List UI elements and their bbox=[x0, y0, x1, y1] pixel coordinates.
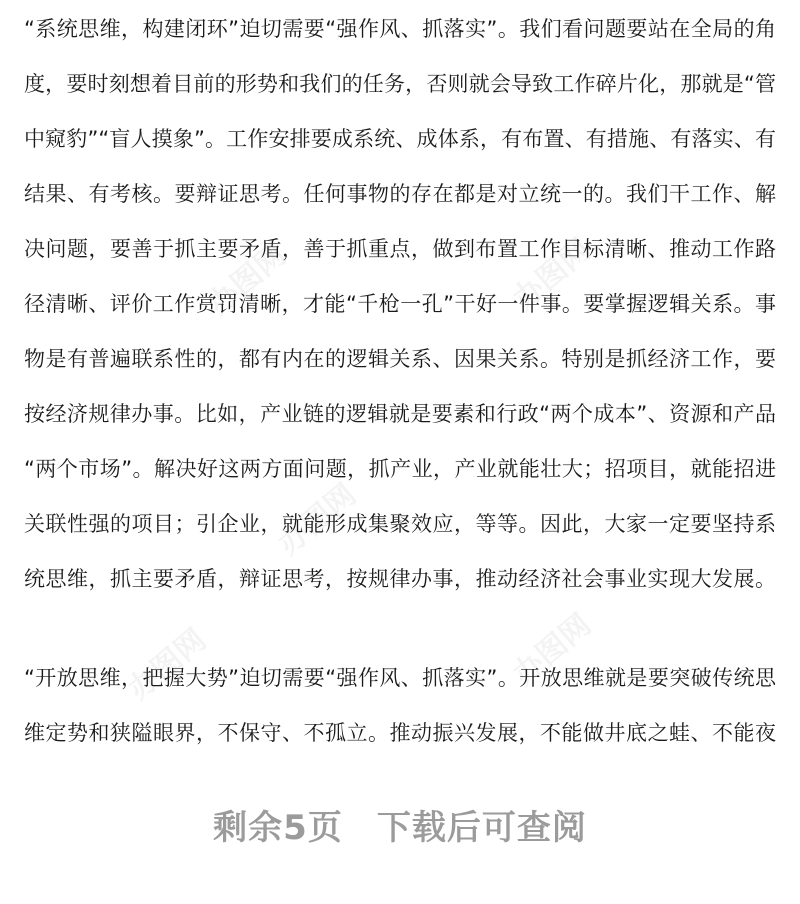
watermark: 办图网 bbox=[201, 237, 293, 323]
text-line: 径清晰、评价工作赏罚清晰，才能“千枪一孔”干好一件事。要掌握逻辑关系。事 bbox=[24, 292, 776, 316]
text-line: 物是有普遍联系性的，都有内在的逻辑关系、因果关系。特别是抓经济工作，要 bbox=[24, 347, 776, 371]
text-line: 统思维，抓主要矛盾，辩证思考，按规律办事，推动经济社会事业实现大发展。 bbox=[24, 567, 776, 591]
text-line: 关联性强的项目；引企业，就能形成集聚效应，等等。因此，大家一定要坚持系 bbox=[24, 512, 776, 536]
watermark: 办图网 bbox=[506, 607, 598, 693]
watermark: 办图网 bbox=[121, 622, 213, 708]
download-to-view-label: 下载后可查阅 bbox=[376, 808, 587, 848]
text-line: 结果、有考核。要辩证思考。任何事物的存在都是对立统一的。我们干工作、解 bbox=[24, 182, 776, 206]
text-line: 维定势和狭隘眼界，不保守、不孤立。推动振兴发展，不能做井底之蛙、不能夜 bbox=[24, 721, 776, 745]
remaining-pages-prompt[interactable] bbox=[0, 800, 800, 856]
remaining-pages-label: 剩余5页 bbox=[213, 808, 343, 848]
text-line: “两个市场”。解决好这两方面问题，抓产业，产业就能壮大；招项目，就能招进 bbox=[24, 457, 776, 481]
text-line: “系统思维，构建闭环”迫切需要“强作风、抓落实”。我们看问题要站在全局的角 bbox=[24, 17, 776, 41]
text-line: 度，要时刻想着目前的形势和我们的任务，否则就会导致工作碎片化，那就是“管 bbox=[24, 72, 776, 96]
text-line: 中窥豹”“盲人摸象”。工作安排要成系统、成体系，有布置、有措施、有落实、有 bbox=[24, 127, 776, 151]
text-line: 按经济规律办事。比如，产业链的逻辑就是要素和行政“两个成本”、资源和产品 bbox=[24, 402, 776, 426]
text-line: “开放思维，把握大势”迫切需要“强作风、抓落实”。开放思维就是要突破传统思 bbox=[24, 666, 776, 690]
watermark: 办图网 bbox=[506, 232, 598, 318]
watermark: 办图网 bbox=[271, 477, 363, 563]
text-line: 决问题，要善于抓主要矛盾，善于抓重点，做到布置工作目标清晰、推动工作路 bbox=[24, 237, 776, 261]
